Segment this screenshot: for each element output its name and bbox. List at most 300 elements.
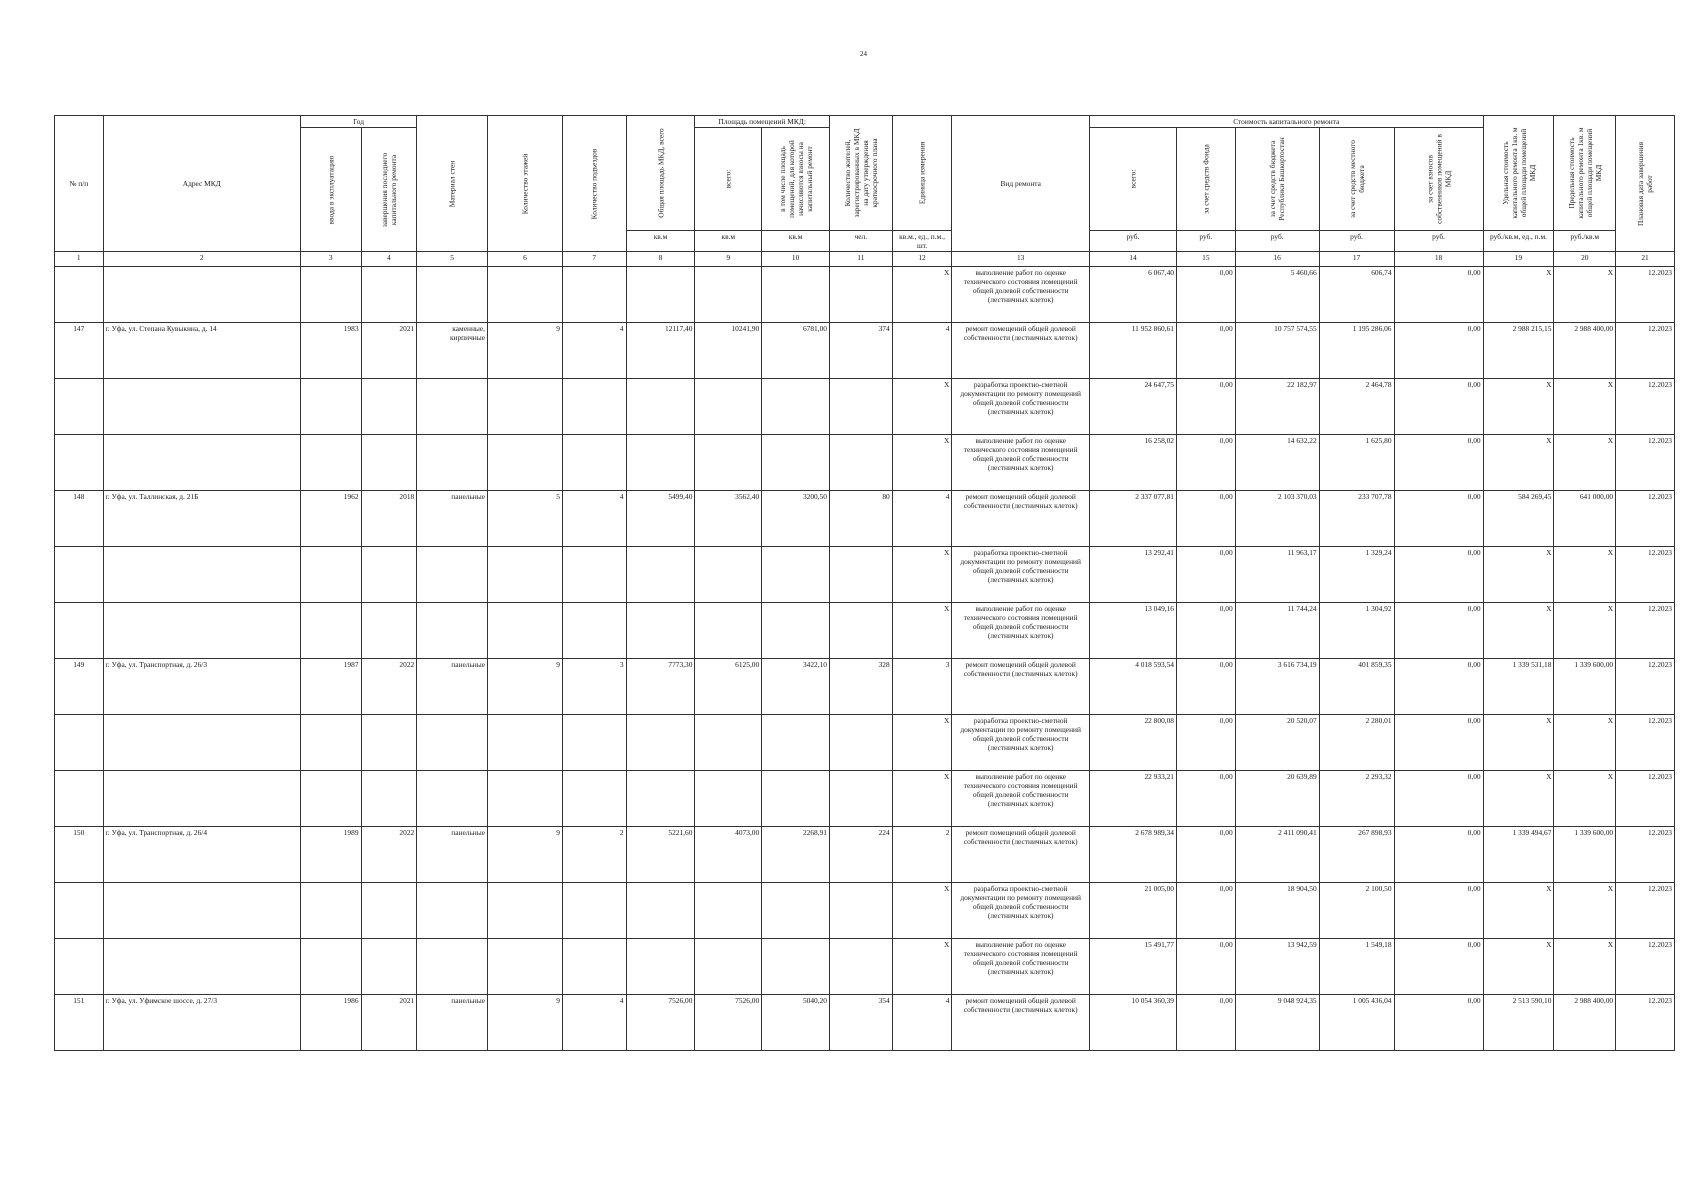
row-floors (488, 547, 563, 603)
header-unit: Единица измерения (892, 116, 952, 231)
row-cost-total: 4 018 593,54 (1089, 659, 1176, 715)
row-cost-owners: 0,00 (1394, 379, 1483, 435)
header-cost-total: всего: (1089, 128, 1176, 231)
row-address (103, 379, 300, 435)
row-unit: Х (892, 939, 952, 995)
header-total-area: Общая площадь МКД, всего (626, 116, 695, 231)
row-work-type: выполнение работ по оценке технического состояния помещений общей долевой собственности (лестничных клеток) (952, 603, 1090, 659)
row-work-type: ремонт помещений общей долевой собственности (лестничных клеток) (952, 659, 1090, 715)
column-number: 6 (488, 252, 563, 267)
header-planned-date: Плановая дата завершения работ (1616, 116, 1675, 252)
row-cost-local: 1 005 436,04 (1319, 995, 1394, 1051)
row-number (55, 939, 104, 995)
row-work-type: выполнение работ по оценке технического состояния помещений общей долевой собственности (лестничных клеток) (952, 771, 1090, 827)
row-floors: 9 (488, 323, 563, 379)
row-year-last-repair: 2022 (361, 659, 417, 715)
row-cost-owners: 0,00 (1394, 435, 1483, 491)
row-cost-local: 1 195 286,06 (1319, 323, 1394, 379)
unit-15: руб. (1177, 231, 1236, 252)
table-row (55, 771, 1675, 827)
row-work-type: ремонт помещений общей долевой собственности (лестничных клеток) (952, 323, 1090, 379)
row-entrances (562, 939, 626, 995)
row-premises-repair (762, 771, 830, 827)
row-planned-date: 12.2023 (1616, 435, 1675, 491)
table-row (55, 715, 1675, 771)
column-number: 4 (361, 252, 417, 267)
row-number (55, 267, 104, 323)
row-premises-total (695, 435, 762, 491)
row-wall-material: каменные, кирпичные (417, 323, 488, 379)
row-limit-cost: 641 000,00 (1554, 491, 1616, 547)
row-year-last-repair: 2022 (361, 827, 417, 883)
row-cost-local: 1 329,24 (1319, 547, 1394, 603)
unit-19: руб./кв.м, ед., п.м. (1483, 231, 1554, 252)
row-premises-repair (762, 603, 830, 659)
row-work-type: ремонт помещений общей долевой собственности (лестничных клеток) (952, 491, 1090, 547)
row-cost-owners: 0,00 (1394, 995, 1483, 1051)
row-unit: 2 (892, 827, 952, 883)
row-year-commission: 1987 (300, 659, 361, 715)
row-planned-date: 12.2023 (1616, 883, 1675, 939)
row-floors (488, 939, 563, 995)
row-cost-total: 15 491,77 (1089, 939, 1176, 995)
table-row (55, 435, 1675, 491)
row-cost-local: 233 707,78 (1319, 491, 1394, 547)
row-specific-cost: Х (1483, 435, 1554, 491)
row-address (103, 883, 300, 939)
row-residents: 80 (829, 491, 892, 547)
row-address (103, 267, 300, 323)
table-row (55, 491, 1675, 547)
column-number: 7 (562, 252, 626, 267)
unit-18: руб. (1394, 231, 1483, 252)
column-number: 14 (1089, 252, 1176, 267)
row-floors: 5 (488, 491, 563, 547)
header-premises-area: Площадь помещений МКД: (695, 116, 830, 128)
row-planned-date: 12.2023 (1616, 659, 1675, 715)
row-year-last-repair (361, 883, 417, 939)
row-year-last-repair: 2021 (361, 323, 417, 379)
row-cost-fund: 0,00 (1177, 995, 1236, 1051)
header-address: Адрес МКД (103, 116, 300, 252)
row-specific-cost: Х (1483, 883, 1554, 939)
column-number: 21 (1616, 252, 1675, 267)
table-row (55, 267, 1675, 323)
unit-16: руб. (1235, 231, 1319, 252)
row-limit-cost: 1 339 600,00 (1554, 827, 1616, 883)
row-floors (488, 883, 563, 939)
row-specific-cost: Х (1483, 939, 1554, 995)
row-premises-total (695, 603, 762, 659)
row-number (55, 883, 104, 939)
row-premises-repair (762, 715, 830, 771)
row-premises-total (695, 267, 762, 323)
header-work-type: Вид ремонта (952, 116, 1090, 252)
row-floors (488, 267, 563, 323)
row-year-commission (300, 771, 361, 827)
row-premises-total (695, 715, 762, 771)
header-year: Год (300, 116, 416, 128)
column-number: 8 (626, 252, 695, 267)
row-entrances (562, 883, 626, 939)
row-premises-repair: 6781,00 (762, 323, 830, 379)
header-premises-total: всего: (695, 128, 762, 231)
row-year-commission (300, 715, 361, 771)
row-specific-cost: Х (1483, 715, 1554, 771)
row-unit: 4 (892, 995, 952, 1051)
row-year-last-repair (361, 715, 417, 771)
row-residents (829, 547, 892, 603)
row-entrances: 4 (562, 491, 626, 547)
row-cost-total: 11 952 860,61 (1089, 323, 1176, 379)
header-entrances: Количество подъездов (562, 116, 626, 252)
header-limit-cost: Предельная стоимость капитального ремонта 1кв. м общей площади помещений МКД (1554, 116, 1616, 231)
row-unit: Х (892, 547, 952, 603)
row-address: г. Уфа, ул. Транспортная, д. 26/3 (103, 659, 300, 715)
row-premises-repair (762, 267, 830, 323)
row-premises-total (695, 939, 762, 995)
row-entrances (562, 435, 626, 491)
row-entrances: 2 (562, 827, 626, 883)
row-cost-republic: 9 048 924,35 (1235, 995, 1319, 1051)
row-total-area (626, 715, 695, 771)
table-row (55, 547, 1675, 603)
row-entrances: 3 (562, 659, 626, 715)
row-entrances: 4 (562, 323, 626, 379)
row-cost-owners: 0,00 (1394, 939, 1483, 995)
row-planned-date: 12.2023 (1616, 939, 1675, 995)
row-planned-date: 12.2023 (1616, 603, 1675, 659)
row-planned-date: 12.2023 (1616, 715, 1675, 771)
row-cost-republic: 22 182,97 (1235, 379, 1319, 435)
row-specific-cost: Х (1483, 547, 1554, 603)
header-cost-local: за счет средств местного бюджета (1319, 128, 1394, 231)
row-total-area: 5221,60 (626, 827, 695, 883)
row-limit-cost: Х (1554, 435, 1616, 491)
row-residents: 374 (829, 323, 892, 379)
unit-9: кв.м (695, 231, 762, 252)
row-premises-total (695, 547, 762, 603)
column-number: 18 (1394, 252, 1483, 267)
row-specific-cost: 1 339 494,67 (1483, 827, 1554, 883)
row-wall-material (417, 771, 488, 827)
row-wall-material (417, 267, 488, 323)
row-address: г. Уфа, ул. Транспортная, д. 26/4 (103, 827, 300, 883)
row-cost-fund: 0,00 (1177, 379, 1236, 435)
row-cost-local: 1 549,18 (1319, 939, 1394, 995)
row-planned-date: 12.2023 (1616, 827, 1675, 883)
row-cost-fund: 0,00 (1177, 267, 1236, 323)
row-specific-cost: Х (1483, 267, 1554, 323)
row-cost-total: 6 067,40 (1089, 267, 1176, 323)
row-cost-republic: 5 460,66 (1235, 267, 1319, 323)
row-cost-owners: 0,00 (1394, 491, 1483, 547)
row-address (103, 603, 300, 659)
row-year-last-repair (361, 547, 417, 603)
row-cost-owners: 0,00 (1394, 771, 1483, 827)
row-planned-date: 12.2023 (1616, 323, 1675, 379)
row-premises-repair (762, 547, 830, 603)
table-row (55, 995, 1675, 1051)
row-cost-total: 2 678 989,34 (1089, 827, 1176, 883)
row-floors (488, 379, 563, 435)
row-limit-cost: Х (1554, 771, 1616, 827)
row-total-area (626, 435, 695, 491)
row-cost-fund: 0,00 (1177, 715, 1236, 771)
unit-12: кв.м., ед., п.м., шт. (892, 231, 952, 252)
row-work-type: разработка проектно-сметной документации по ремонту помещений общей долевой собственности (лестничных клеток) (952, 715, 1090, 771)
row-work-type: выполнение работ по оценке технического состояния помещений общей долевой собственности (лестничных клеток) (952, 939, 1090, 995)
row-residents (829, 603, 892, 659)
row-cost-fund: 0,00 (1177, 939, 1236, 995)
row-work-type: выполнение работ по оценке технического состояния помещений общей долевой собственности (лестничных клеток) (952, 435, 1090, 491)
unit-10: кв.м (762, 231, 830, 252)
row-address: г. Уфа, ул. Таллинская, д. 21Б (103, 491, 300, 547)
unit-8: кв.м (626, 231, 695, 252)
unit-11: чел. (829, 231, 892, 252)
row-cost-owners: 0,00 (1394, 827, 1483, 883)
row-unit: Х (892, 771, 952, 827)
row-cost-total: 22 800,08 (1089, 715, 1176, 771)
row-year-last-repair (361, 379, 417, 435)
row-cost-local: 401 859,35 (1319, 659, 1394, 715)
table-row (55, 659, 1675, 715)
row-total-area (626, 939, 695, 995)
row-cost-local: 2 100,50 (1319, 883, 1394, 939)
row-cost-fund: 0,00 (1177, 659, 1236, 715)
row-number (55, 435, 104, 491)
row-entrances (562, 603, 626, 659)
row-limit-cost: Х (1554, 267, 1616, 323)
row-specific-cost: 2 513 590,10 (1483, 995, 1554, 1051)
row-wall-material (417, 379, 488, 435)
header-residents: Количество жителей, зарегистрированных в МКД на дату утверждения краткосрочного плана (829, 116, 892, 231)
row-cost-total: 24 647,75 (1089, 379, 1176, 435)
row-year-commission (300, 883, 361, 939)
row-limit-cost: Х (1554, 379, 1616, 435)
column-number: 1 (55, 252, 104, 267)
row-premises-repair (762, 435, 830, 491)
row-premises-repair: 2268,91 (762, 827, 830, 883)
column-number: 2 (103, 252, 300, 267)
row-residents: 328 (829, 659, 892, 715)
row-premises-total: 6125,00 (695, 659, 762, 715)
row-residents (829, 715, 892, 771)
unit-14: руб. (1089, 231, 1176, 252)
header-cost: Стоимость капитального ремонта (1089, 116, 1483, 128)
column-number: 16 (1235, 252, 1319, 267)
row-year-commission (300, 603, 361, 659)
row-limit-cost: Х (1554, 939, 1616, 995)
row-premises-repair (762, 379, 830, 435)
row-floors: 9 (488, 827, 563, 883)
row-cost-owners: 0,00 (1394, 603, 1483, 659)
column-number: 20 (1554, 252, 1616, 267)
header-year-last-repair: завершения последнего капитального ремонта (361, 128, 417, 252)
row-unit: Х (892, 883, 952, 939)
row-floors (488, 435, 563, 491)
row-year-commission: 1986 (300, 995, 361, 1051)
row-wall-material (417, 883, 488, 939)
row-address (103, 715, 300, 771)
row-cost-republic: 18 904,50 (1235, 883, 1319, 939)
row-entrances (562, 771, 626, 827)
row-wall-material (417, 603, 488, 659)
row-cost-total: 2 337 077,81 (1089, 491, 1176, 547)
row-wall-material (417, 715, 488, 771)
row-premises-total: 3562,40 (695, 491, 762, 547)
row-premises-total (695, 771, 762, 827)
row-floors: 9 (488, 659, 563, 715)
row-cost-fund: 0,00 (1177, 827, 1236, 883)
row-residents: 354 (829, 995, 892, 1051)
row-address (103, 771, 300, 827)
row-year-commission: 1983 (300, 323, 361, 379)
row-premises-total: 10241,90 (695, 323, 762, 379)
row-residents (829, 883, 892, 939)
column-number: 13 (952, 252, 1090, 267)
row-wall-material (417, 547, 488, 603)
row-wall-material: панельные (417, 491, 488, 547)
row-limit-cost: 2 988 400,00 (1554, 995, 1616, 1051)
table-row (55, 323, 1675, 379)
row-wall-material (417, 939, 488, 995)
header-cost-fund: за счет средств Фонда (1177, 128, 1236, 231)
row-cost-local: 2 293,32 (1319, 771, 1394, 827)
row-address (103, 547, 300, 603)
row-cost-fund: 0,00 (1177, 883, 1236, 939)
row-residents (829, 771, 892, 827)
row-specific-cost: Х (1483, 771, 1554, 827)
row-year-commission: 1989 (300, 827, 361, 883)
row-address (103, 939, 300, 995)
row-cost-total: 22 933,21 (1089, 771, 1176, 827)
row-cost-owners: 0,00 (1394, 659, 1483, 715)
row-entrances (562, 267, 626, 323)
row-entrances (562, 379, 626, 435)
row-wall-material (417, 435, 488, 491)
row-limit-cost: 2 988 400,00 (1554, 323, 1616, 379)
row-work-type: разработка проектно-сметной документации по ремонту помещений общей долевой собственности (лестничных клеток) (952, 883, 1090, 939)
row-planned-date: 12.2023 (1616, 267, 1675, 323)
row-specific-cost: Х (1483, 603, 1554, 659)
row-work-type: выполнение работ по оценке технического состояния помещений общей долевой собственности (лестничных клеток) (952, 267, 1090, 323)
row-number: 148 (55, 491, 104, 547)
row-floors (488, 603, 563, 659)
header-premises-repair: в том числе площадь помещений, для которой начисляются взносы на капитальный ремонт (762, 128, 830, 231)
row-year-last-repair (361, 939, 417, 995)
row-total-area: 12117,40 (626, 323, 695, 379)
row-cost-local: 2 464,78 (1319, 379, 1394, 435)
row-specific-cost: 2 988 215,15 (1483, 323, 1554, 379)
row-work-type: ремонт помещений общей долевой собственности (лестничных клеток) (952, 995, 1090, 1051)
row-unit: Х (892, 603, 952, 659)
row-total-area: 5499,40 (626, 491, 695, 547)
row-wall-material: панельные (417, 827, 488, 883)
row-number: 151 (55, 995, 104, 1051)
row-premises-total (695, 379, 762, 435)
row-wall-material: панельные (417, 995, 488, 1051)
row-limit-cost: Х (1554, 547, 1616, 603)
row-year-commission (300, 547, 361, 603)
column-number: 12 (892, 252, 952, 267)
repair-plan-table (54, 115, 1675, 1051)
column-number: 10 (762, 252, 830, 267)
row-year-last-repair (361, 267, 417, 323)
table-row (55, 883, 1675, 939)
header-cost-republic: за счет средств бюджета Республики Башкортостан (1235, 128, 1319, 231)
row-address: г. Уфа, ул. Степана Кувыкина, д. 14 (103, 323, 300, 379)
row-cost-fund: 0,00 (1177, 547, 1236, 603)
row-residents: 224 (829, 827, 892, 883)
row-unit: Х (892, 715, 952, 771)
row-cost-fund: 0,00 (1177, 435, 1236, 491)
row-premises-total (695, 883, 762, 939)
row-year-commission (300, 379, 361, 435)
row-cost-owners: 0,00 (1394, 715, 1483, 771)
row-entrances (562, 547, 626, 603)
row-unit: 3 (892, 659, 952, 715)
row-cost-republic: 10 757 574,55 (1235, 323, 1319, 379)
row-address: г. Уфа, ул. Уфимское шоссе, д. 27/3 (103, 995, 300, 1051)
row-cost-republic: 11 963,17 (1235, 547, 1319, 603)
row-planned-date: 12.2023 (1616, 995, 1675, 1051)
row-premises-total: 4073,00 (695, 827, 762, 883)
column-number: 9 (695, 252, 762, 267)
row-limit-cost: Х (1554, 715, 1616, 771)
row-number (55, 379, 104, 435)
row-specific-cost: 1 339 531,18 (1483, 659, 1554, 715)
row-number (55, 715, 104, 771)
row-cost-owners: 0,00 (1394, 267, 1483, 323)
row-number (55, 547, 104, 603)
header-specific-cost: Удельная стоимость капитального ремонта 1кв. м общей площади помещений МКД (1483, 116, 1554, 231)
row-cost-republic: 11 744,24 (1235, 603, 1319, 659)
row-cost-fund: 0,00 (1177, 491, 1236, 547)
row-cost-owners: 0,00 (1394, 883, 1483, 939)
header-number: № п/п (55, 116, 104, 252)
unit-20: руб./кв.м (1554, 231, 1616, 252)
row-unit: Х (892, 267, 952, 323)
row-cost-total: 10 054 360,39 (1089, 995, 1176, 1051)
row-cost-local: 1 625,80 (1319, 435, 1394, 491)
row-year-commission (300, 435, 361, 491)
row-total-area (626, 883, 695, 939)
row-total-area: 7773,30 (626, 659, 695, 715)
row-work-type: разработка проектно-сметной документации по ремонту помещений общей долевой собственности (лестничных клеток) (952, 379, 1090, 435)
header-cost-owners: за счет взносов собственников помещений в МКД (1394, 128, 1483, 231)
row-cost-republic: 2 103 370,03 (1235, 491, 1319, 547)
row-premises-repair: 5040,20 (762, 995, 830, 1051)
row-total-area: 7526,00 (626, 995, 695, 1051)
column-number: 5 (417, 252, 488, 267)
row-number: 147 (55, 323, 104, 379)
row-total-area (626, 267, 695, 323)
row-cost-total: 13 292,41 (1089, 547, 1176, 603)
row-total-area (626, 603, 695, 659)
row-total-area (626, 379, 695, 435)
row-specific-cost: 584 269,45 (1483, 491, 1554, 547)
row-cost-local: 606,74 (1319, 267, 1394, 323)
column-numbers-row (55, 252, 1675, 267)
row-work-type: разработка проектно-сметной документации по ремонту помещений общей долевой собственности (лестничных клеток) (952, 547, 1090, 603)
column-number: 11 (829, 252, 892, 267)
row-premises-repair (762, 939, 830, 995)
row-cost-local: 267 898,93 (1319, 827, 1394, 883)
row-cost-republic: 13 942,59 (1235, 939, 1319, 995)
row-residents (829, 939, 892, 995)
table-row (55, 939, 1675, 995)
